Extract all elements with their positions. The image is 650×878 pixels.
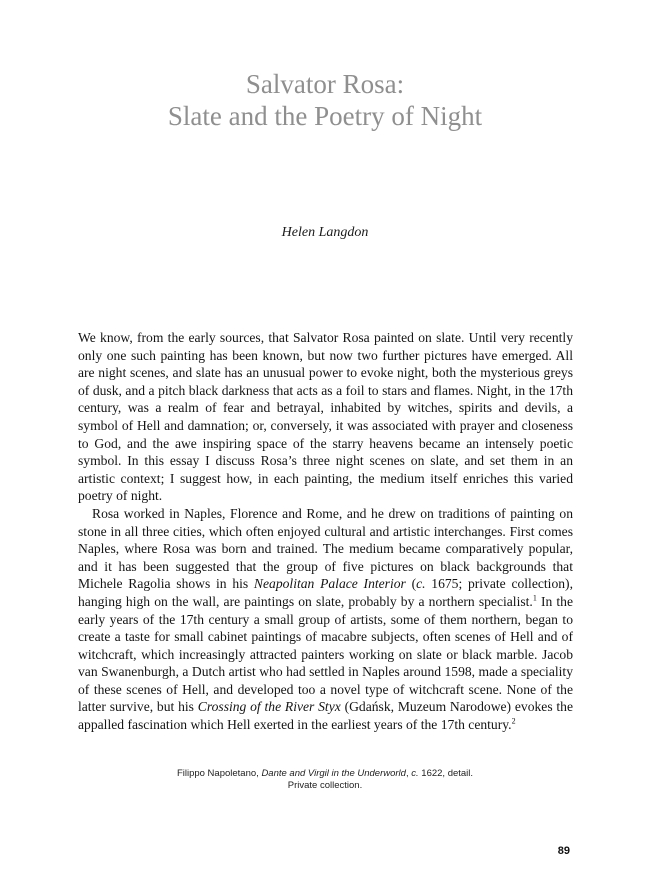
article-body	[78, 329, 573, 734]
footnote-ref-2[interactable]: 2	[511, 716, 516, 726]
figure-caption	[0, 768, 650, 792]
author-name: Helen Langdon	[281, 225, 369, 240]
caption-separator: ,	[405, 768, 412, 779]
caption-date: 1622, detail.	[418, 768, 474, 779]
artwork-title-ragolia: Neapolitan Palace Interior	[253, 576, 406, 592]
paragraph-2	[78, 505, 573, 734]
title-line-2: Slate and the Poetry of Night	[167, 101, 483, 131]
circa-abbrev: c.	[416, 576, 426, 592]
paragraph-2-text-b: (	[405, 576, 417, 592]
article-title	[0, 68, 650, 132]
caption-artist: Filippo Napoletano,	[176, 768, 262, 779]
footnote-ref-1[interactable]: 1	[532, 593, 537, 603]
paragraph-2-text-d: In the early years of the 17th century a small group of artists, some of them northern, began to create a taste for small cabinet paintings of macabre subjects, often scenes of Hell and of witchcraft, which increasingly attracted painters working on slate or black marble. Jacob van Swanenburgh, a Dutch artist who had settled in Naples around 1598, made a speciality of these scenes of Hell, and developed too a novel type of witchcraft scene. None of the latter survive, but his	[78, 593, 573, 715]
caption-line-1	[0, 768, 650, 780]
artwork-title-swanenburgh: Crossing of the River Styx	[197, 699, 341, 715]
paragraph-2-text-c: 1675; private collection), hanging high on the wall, are paintings on slate, probably by a northern specialist.	[78, 576, 573, 609]
caption-line-2: Private collection.	[287, 780, 363, 791]
caption-circa: c.	[411, 768, 419, 779]
title-line-1: Salvator Rosa:	[245, 69, 405, 99]
page-number: 89	[557, 845, 570, 857]
paragraph-1: We know, from the early sources, that Salvator Rosa painted on slate. Until very recently only one such painting has been known, but now two further pictures have emerged. All are night scenes, and slate has an unusual power to evoke night, both the mysterious greys of dusk, and a pitch black darkness that acts as a foil to stars and flames. Night, in the 17th century, was a realm of fear and betrayal, inhabited by witches, spirits and devils, a symbol of Hell and damnation; or, conversely, it was associated with prayer and closeness to God, and the awe inspiring space of the starry heavens became an intensely poetic symbol. In this essay I discuss Rosa’s three night scenes on slate, and set them in an artistic context; I suggest how, in each painting, the medium itself enriches this varied poetry of night.	[78, 330, 573, 504]
paragraph-2-text-a: Rosa worked in Naples, Florence and Rome, and he drew on traditions of painting on stone in all three cities, which often enjoyed cultural and artistic interchanges. First comes Naples, where Rosa was born and trained. The medium became comparatively popular, and it has been suggested that the group of five pictures on black backgrounds that Michele Ragolia shows in his	[78, 505, 573, 592]
caption-artwork-title: Dante and Virgil in the Underworld	[261, 768, 406, 779]
paragraph-2-text-e: (Gdańsk, Muzeum Narodowe) evokes the appalled fascination which Hell exerted in the earliest years of the 17th century.	[78, 699, 574, 733]
